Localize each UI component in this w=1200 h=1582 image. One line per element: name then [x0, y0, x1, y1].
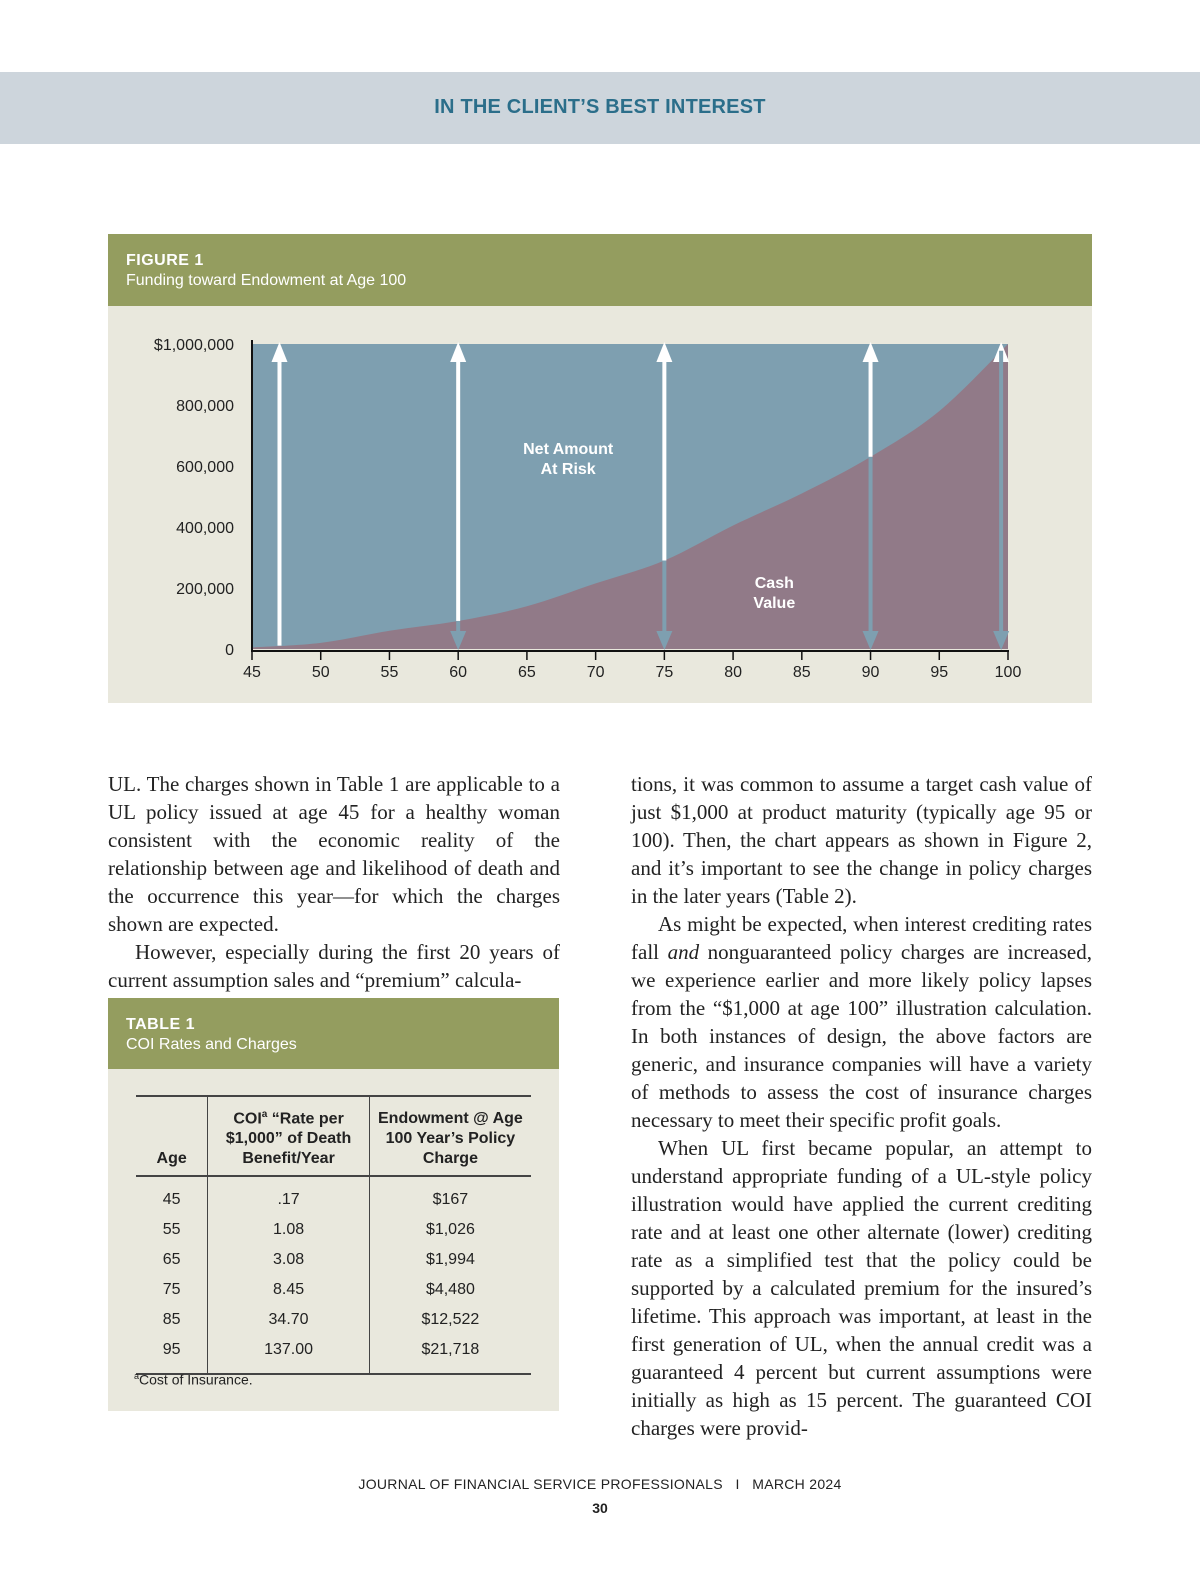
figure-label: FIGURE 1 — [126, 252, 204, 269]
table-header-row — [136, 1096, 531, 1176]
body-text: nonguaranteed policy charges are increased, we experience earlier and more likely policy lapses from the “$1,000 at age 100” illustration calculation. In both instances of design, the above factors are generic, and insurance companies will have a variety of methods to assess the cost of insurance charges necessary to meet their specific profit goals. — [631, 940, 1092, 1132]
y-tick-label: 800,000 — [176, 398, 234, 415]
cell-coi-rate: 137.00 — [208, 1335, 370, 1374]
x-tick-label: 85 — [792, 664, 811, 681]
table-row — [136, 1335, 531, 1374]
x-tick-label: 50 — [311, 664, 330, 681]
table-row — [136, 1176, 531, 1215]
cell-policy-charge: $167 — [432, 1191, 469, 1209]
table-row — [136, 1215, 531, 1245]
header-coi-text: “Rate per $1,000” of Death Benefit/Year — [225, 1110, 352, 1168]
y-tick-label: 0 — [225, 642, 234, 659]
table-row — [136, 1275, 531, 1305]
y-tick-label: 200,000 — [176, 581, 234, 598]
body-paragraph: When UL first became popular, an attempt to understand appropriate funding of a UL-style policy illustration would have applied the current crediting rate and at least one other alternate (lower) crediting rate as a simplified test that the policy could be supported by a calculated premium for the insured’s lifetime. This approach was important, at least in the first generation of UL, when the annual credit was a guaranteed 4 percent but current assumptions were initially as high as 15 percent. The guaranteed COI charges were provid- — [631, 1136, 1092, 1440]
endowment-chart — [108, 306, 1092, 703]
table-row — [136, 1305, 531, 1335]
y-tick-label: 400,000 — [176, 520, 234, 537]
y-tick-label: 600,000 — [176, 459, 234, 476]
x-tick-label: 55 — [380, 664, 399, 681]
cell-age: 55 — [136, 1215, 208, 1245]
cell-coi-rate: 1.08 — [208, 1215, 370, 1245]
cell-age: 85 — [136, 1305, 208, 1335]
x-tick-label: 100 — [994, 664, 1022, 681]
x-tick-label: 75 — [655, 664, 674, 681]
coi-rates-table — [136, 1095, 531, 1375]
page-number: 30 — [592, 1500, 608, 1516]
x-tick-label: 90 — [861, 664, 880, 681]
table-row — [136, 1245, 531, 1275]
header-coi-footnote-mark: a — [261, 1109, 268, 1120]
x-tick-label: 45 — [243, 664, 261, 681]
cell-policy-charge: $21,718 — [421, 1341, 480, 1359]
body-text: As might be expected, when interest crediting rates fall — [631, 912, 1092, 964]
cell-coi-rate: 8.45 — [208, 1275, 370, 1305]
y-tick-label: $1,000,000 — [153, 337, 234, 354]
cell-policy-charge: $1,994 — [425, 1251, 475, 1269]
figure-1 — [108, 234, 1092, 703]
header-coi-rate — [208, 1096, 370, 1176]
body-column-right — [631, 770, 1092, 1442]
footer-journal: JOURNAL OF FINANCIAL SERVICE PROFESSIONALS I MARCH 2024 — [358, 1476, 842, 1492]
body-column-left — [108, 770, 560, 994]
x-tick-label: 65 — [518, 664, 536, 681]
x-tick-label: 80 — [724, 664, 742, 681]
body-emphasis: and — [667, 940, 700, 964]
header-age: Age — [136, 1096, 208, 1176]
header-endowment-charge: Endowment @ Age 100 Year’s Policy Charge — [378, 1110, 523, 1168]
figure-caption: Funding toward Endowment at Age 100 — [126, 272, 407, 289]
cell-policy-charge: $12,522 — [421, 1311, 480, 1329]
table-footnote — [134, 1371, 253, 1388]
cell-age: 95 — [136, 1335, 208, 1374]
table-1 — [108, 998, 559, 1411]
table-caption-band — [108, 998, 559, 1069]
cell-policy-charge: $4,480 — [425, 1281, 475, 1299]
chart-annotation: Cash — [754, 575, 794, 592]
body-paragraph: However, especially during the first 20 years of current assumption sales and “premium” calcula- — [108, 940, 560, 992]
cell-coi-rate: 3.08 — [208, 1245, 370, 1275]
figure-caption-band — [108, 234, 1092, 306]
cell-coi-rate: .17 — [208, 1176, 370, 1215]
chart-annotation: Net Amount — [523, 440, 614, 458]
cell-policy-charge: $1,026 — [425, 1221, 475, 1239]
footnote-text: Cost of Insurance. — [139, 1371, 253, 1388]
chart-annotation: Value — [753, 595, 796, 612]
header-coi-prefix: COI — [233, 1110, 262, 1128]
body-paragraph: tions, it was common to assume a target cash value of just $1,000 at product maturity (typically age 95 or 100). Then, the chart appears as shown in Figure 2, and it’s important to see the change in policy charges in the later years (Table 2). — [631, 772, 1092, 908]
x-tick-label: 60 — [449, 664, 468, 681]
cell-age: 65 — [136, 1245, 208, 1275]
x-tick-label: 95 — [930, 664, 949, 681]
cell-coi-rate: 34.70 — [208, 1305, 370, 1335]
chart-annotation: At Risk — [540, 460, 596, 478]
table-label: TABLE 1 — [126, 1016, 195, 1033]
running-header: IN THE CLIENT’S BEST INTEREST — [434, 96, 766, 118]
x-tick-label: 70 — [586, 664, 605, 681]
cell-age: 45 — [136, 1176, 208, 1215]
cell-age: 75 — [136, 1275, 208, 1305]
table-caption: COI Rates and Charges — [126, 1036, 297, 1053]
body-paragraph — [631, 910, 1092, 1134]
footnote-mark: a — [134, 1371, 140, 1381]
body-paragraph: UL. The charges shown in Table 1 are applicable to a UL policy issued at age 45 for a healthy woman consistent with the economic reality of the relationship between age and likelihood of death and the occurrence this year—for which the charges shown are expected. — [108, 772, 560, 936]
